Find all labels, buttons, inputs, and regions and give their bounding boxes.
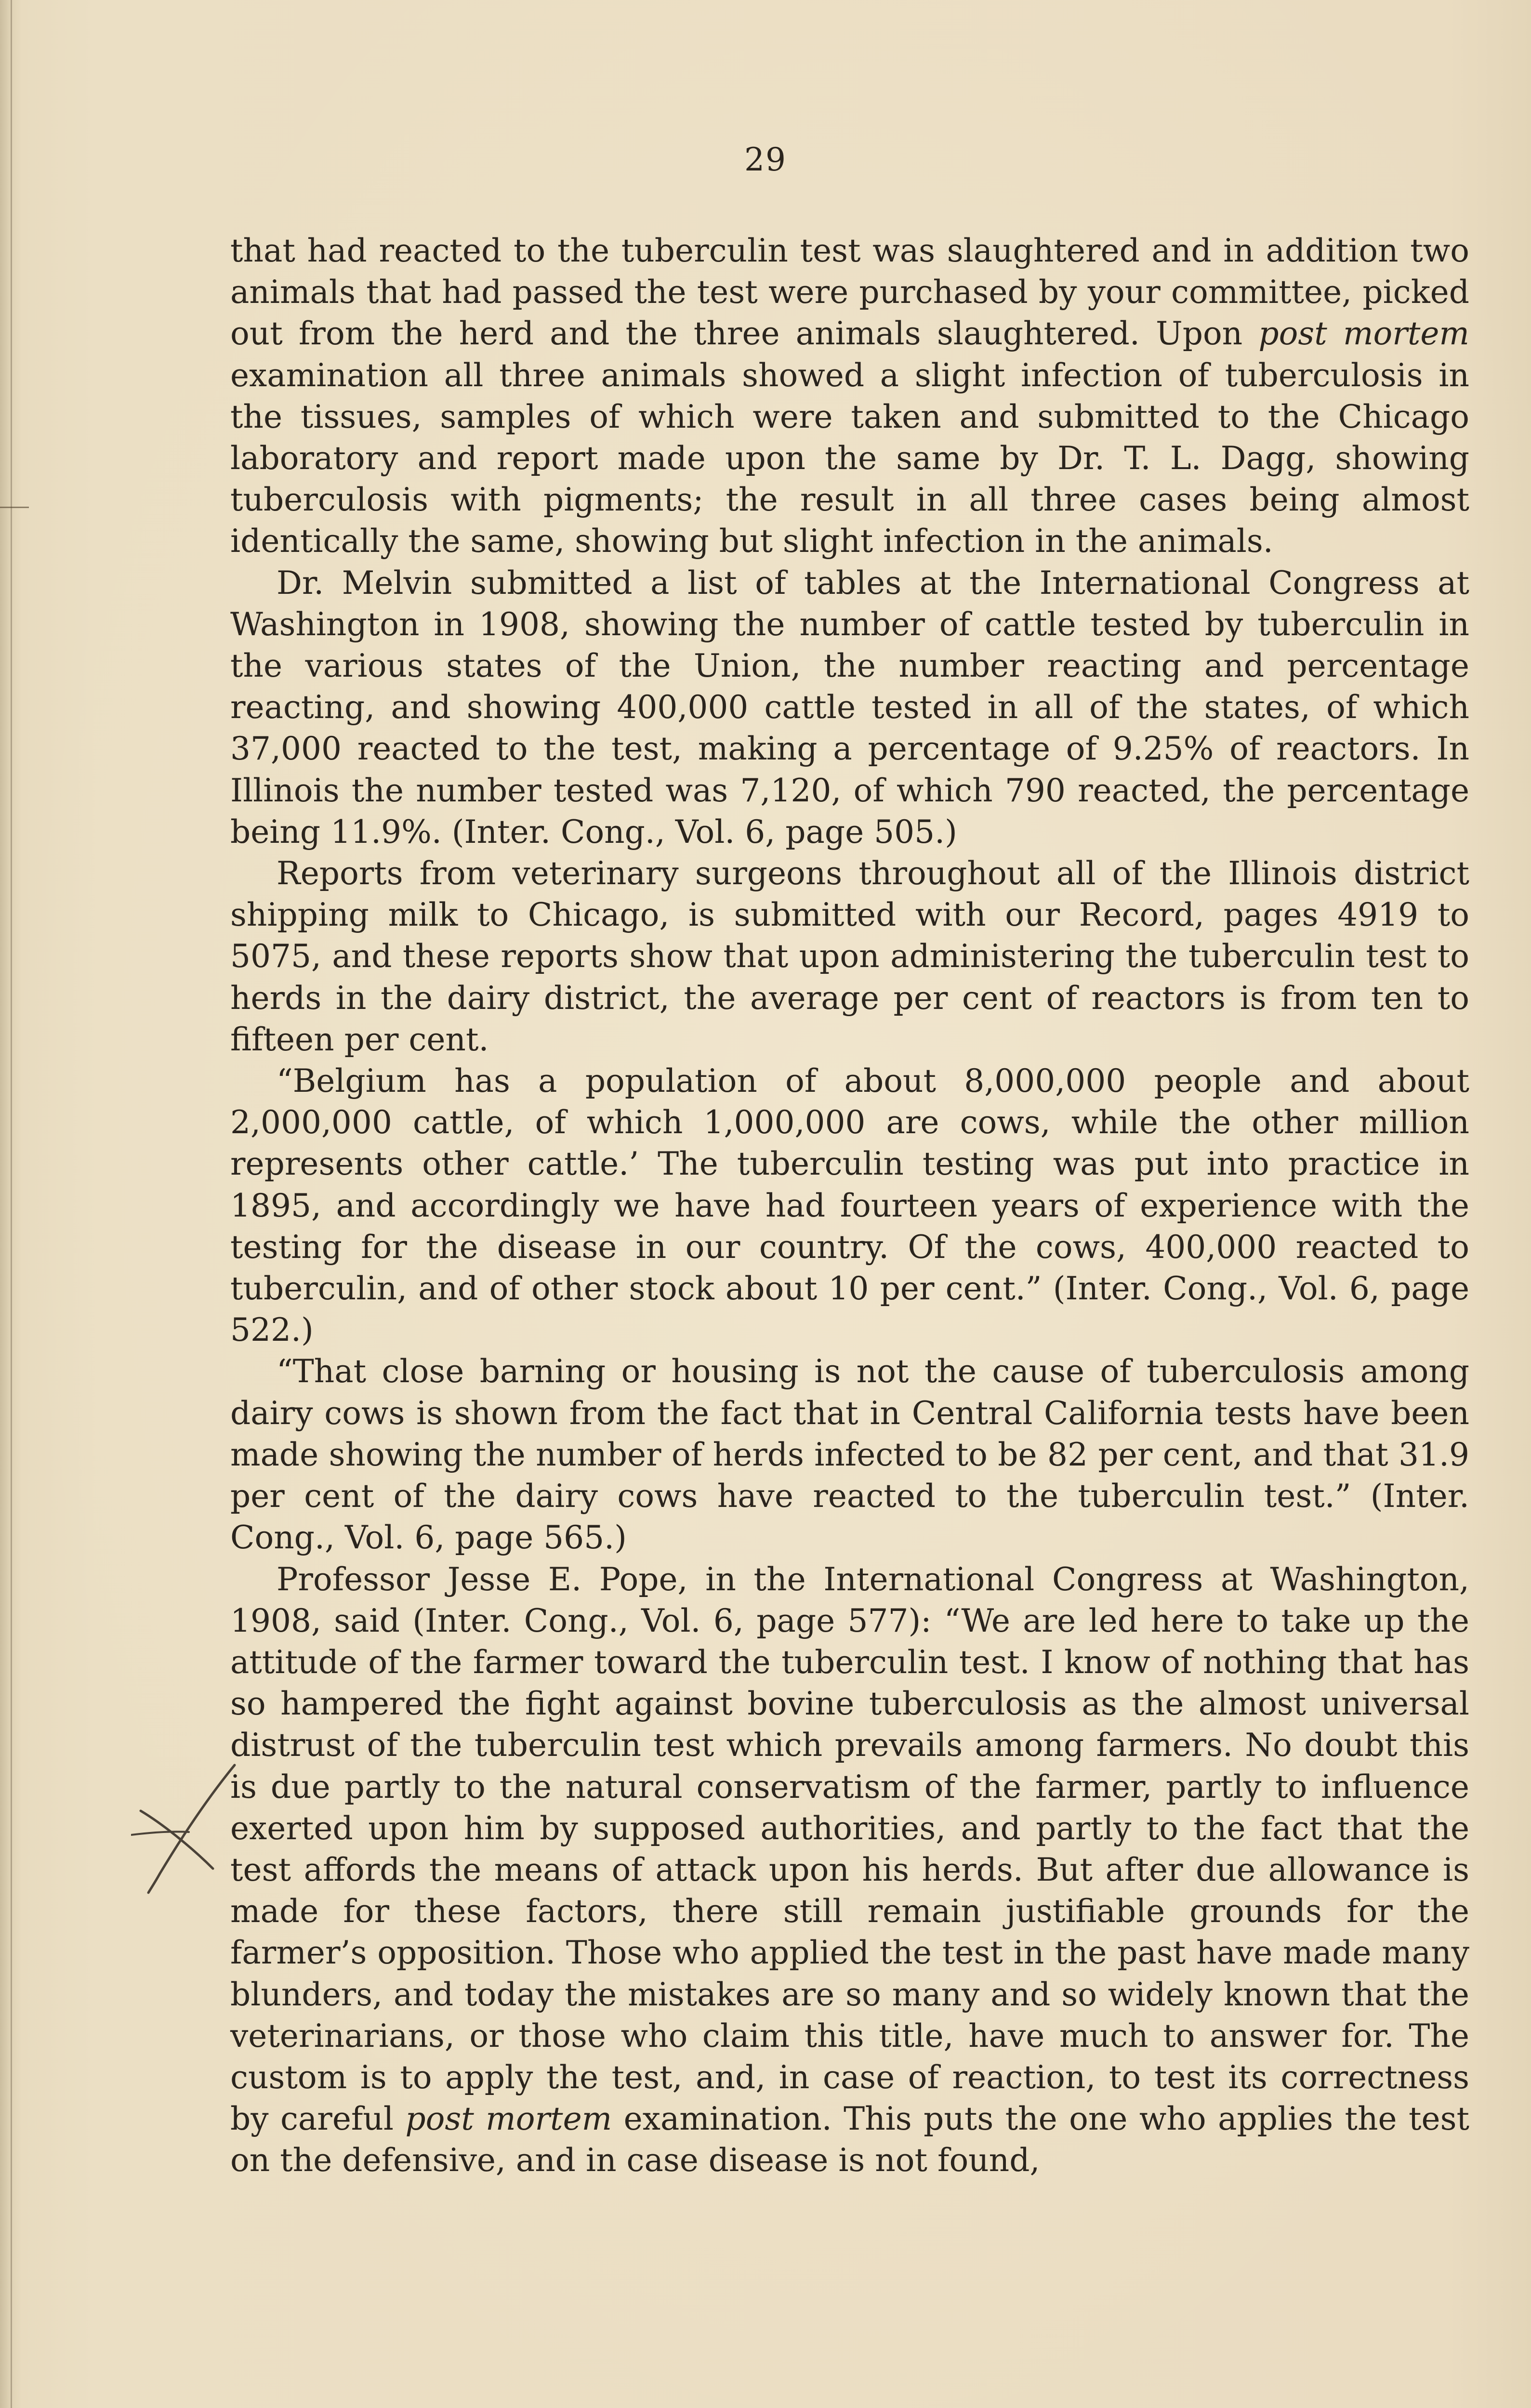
paragraph-3 [230, 853, 1469, 1060]
paragraph-2 [230, 563, 1469, 853]
paragraph-4-text: “Belgium has a population of about 8,000,000 people and about 2,000,000 cattle, of which 1,000,000 are cows, while the other million represents other cattle.’ The tuberculin testing was put into practice in 1895, and accordingly we have had fourteen years of experience with the testing for the disease in our country. Of the cows, 400,000 reacted to tuberculin, and of other stock about 10 per cent.” (Inter. Cong., Vol. 6, page 522.) [230, 1062, 1469, 1349]
paragraph-1-italic-post-mortem: post mortem [1258, 315, 1469, 353]
handwritten-x-mark [131, 1753, 247, 1898]
paragraph-6-italic-post-mortem: post mortem [405, 2100, 612, 2138]
paragraph-6-part-2: examination. This puts the one who applies the test on the defensive, and in case disease is not found, [230, 2100, 1470, 2179]
paragraph-2-text: Dr. Melvin submitted a list of tables at the International Congress at Washington in 1908, showing the number of cattle tested by tuberculin in the various states of the Union, the number reacting and percentage reacting, and showing 400,000 cattle tested in all of the states, of which 37,000 reacted to the test, making a percentage of 9.25% of reactors. In Illinois the number tested was 7,120, of which 790 reacted, the percentage being 11.9%. (Inter. Cong., Vol. 6, page 505.) [230, 564, 1469, 851]
paragraph-5-text: “That close barning or housing is not the cause of tuberculosis among dairy cows is shown from the fact that in Central California tests have been made showing the number of herds infected to be 82 per cent, and that 31.9 per cent of the dairy cows have reacted to the tuberculin test.” (Inter. Cong., Vol. 6, page 565.) [230, 1353, 1469, 1557]
paragraph-1 [230, 230, 1469, 563]
page-number: 29 [744, 141, 787, 178]
paragraph-4 [230, 1060, 1469, 1351]
binding-mark [0, 507, 29, 508]
body-text [230, 230, 1469, 2182]
paragraph-5 [230, 1351, 1469, 1558]
paragraph-6 [230, 1559, 1469, 2182]
paragraph-3-text: Reports from veterinary surgeons throughout all of the Illinois district shipping milk to Chicago, is submitted with our Record, pages 4919 to 5075, and these reports show that upon administering the tuberculin test to herds in the dairy district, the average per cent of reactors is from ten to fifteen per cent. [230, 855, 1469, 1058]
binding-edge [11, 0, 12, 2408]
paragraph-1-part-1: that had reacted to the tuberculin test was slaughtered and in addition two animals that had passed the test were purchased by your committee, picked out from the herd and the three animals slaughtered. Upon [230, 232, 1469, 353]
paragraph-1-part-2: examination all three animals showed a slight infection of tuberculosis in the tissues, samples of which were taken and submitted to the Chicago laboratory and report made upon the same by Dr. T. L. Dagg, showing tuberculosis with pigments; the result in all three cases being almost identically the same, showing but slight infection in the animals. [230, 356, 1469, 560]
paragraph-6-part-1: Professor Jesse E. Pope, in the International Congress at Washington, 1908, said (Inter. Cong., Vol. 6, page 577): “We are led here to take up the attitude of the farmer toward the tuberculin test. I know of nothing that has so hampered the fight against bovine tuberculosis as the almost universal distrust of the tuberculin test which prevails among farmers. No doubt this is due partly to the natural conservatism of the farmer, partly to influence exerted upon him by supposed authorities, and partly to the fact that the test affords the means of attack upon his herds. But after due allowance is made for these factors, there still remain justifiable grounds for the farmer’s opposition. Those who applied the test in the past have made many blunders, and today the mistakes are so many and so widely known that the veterinarians, or those who claim this title, have much to answer for. The custom is to apply the test, and, in case of reaction, to test its correctness by careful [230, 1560, 1469, 2138]
